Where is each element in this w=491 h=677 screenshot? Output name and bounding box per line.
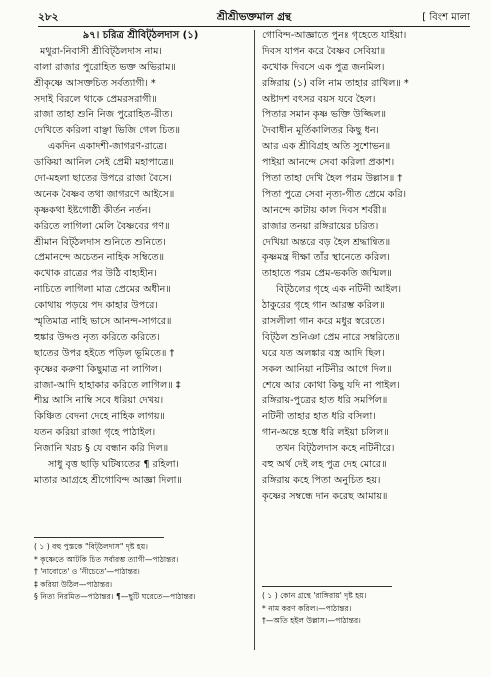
verse-line: শীঘ্র আসি নাম্বি সবে ধরিয়া দেখয়। (34, 395, 164, 407)
verse-line: অষ্টাদশ বৎসর বয়স যবে হৈল। (262, 93, 376, 105)
verse-line: ছাতের উপর হইতে পড়িল ভূমিতে॥ † (34, 347, 175, 359)
footnote: * কৃষ্ণেতে আটকি চিত সর্বারম্ভ ত্যাগী—পাঠান্তর। (34, 554, 179, 564)
footnote: †—অতি হইল উল্লাস।—পাঠান্তর। (262, 616, 361, 626)
verse-line: সকল আনিয়া নটিনীর আগে দিল॥ (262, 363, 392, 375)
verse-line: ঠাকুরের গৃহে গান আরম্ভ করিল॥ (262, 300, 385, 312)
verse-line: ঘরে যত অলঙ্কার বস্ত্র আদি ছিল। (262, 347, 385, 359)
verse-line: প্রেমানন্দে অচেতন নাহিক সম্বিতে॥ (34, 252, 165, 264)
verse-line: শ্রীমান বিট্‌ঠলদাস শুনিতে শুনিতে। (34, 236, 166, 248)
verse-line: গোবিন্দ-আজ্ঞাতে পুনঃ গৃহেতে যাইয়া। (262, 30, 407, 41)
verse-line: পিতা পুত্রে সেবা নৃত্য-গীত প্রেমে করি। (262, 188, 407, 200)
verse-line: রঙ্গিরায় (১) বলি নাম তাহার রাখিল॥ * (262, 77, 409, 89)
verse-line: রাজা-আদি হাহাকার করিতে লাগিল॥ ‡ (34, 379, 181, 391)
footnote-rule-right (262, 586, 392, 587)
left-column (34, 28, 247, 489)
footnote: § নিত্য নিরমিত—পাঠান্তর। ¶—ছুটি ঘরেতে—পাঠান্তর। (34, 592, 196, 602)
verse-line: রাসলীলা গান করে মধুর স্বরেতে। (262, 316, 385, 328)
verse-line: নটিনী তাহার হাত ধরি বসিলা। (262, 411, 376, 423)
footnote: ( ১ ) কোন গ্রন্থে 'রাঙ্গিরায়' দৃষ্ট হয়। (262, 591, 367, 600)
verse-line: কৃষ্ণমন্ত্র দীক্ষা তাঁর স্থানেতে করিল। (262, 252, 390, 264)
verse-line: শ্রীকৃষ্ণে আসক্তচিত সর্বত্যাগী। * (34, 77, 156, 89)
verse-line: কিঞ্চিত বেদনা দেহে নাহিক লাগয়॥ (34, 411, 165, 423)
footnotes-left (34, 541, 250, 604)
verse-line: তাহাতে পরম প্রেম-ভকতি জন্মিল॥ (262, 268, 392, 280)
section-label: [ বিংশ মালা (422, 12, 470, 23)
verse-line: সাধু বৃত্ত ছাড়ি ঘটিষ্যতের ¶ রহিলা। (48, 459, 179, 471)
verse-line: যতন করিয়া রাজা গৃহে পাঠাইল। (34, 427, 156, 439)
verse-line: দেখিয়া অন্তরে বড় হৈল শ্রদ্ধান্বিত॥ (262, 236, 391, 248)
verse-line: রাজা তাহা শুনি নিজ পুরোহিত-রীত। (34, 109, 173, 121)
verse-line: শেষে আর কোথা কিছু যদি না পাইল। (262, 379, 400, 391)
verse-line: রাজার তনয়া রঙ্গিরায়ের চরিত। (262, 220, 379, 232)
verse-line: মাতার আগ্রহে শ্রীগোবিন্দ আজ্ঞা দিলা॥ (34, 474, 182, 486)
chapter-heading: ৯৭। চরিত্র শ্রীবিট্‌ঠলদাস (১) (82, 30, 199, 41)
verse-line: আর এক শ্রীবিগ্রহ অতি সুশোভন॥ (262, 141, 391, 153)
verse-line: সদাই বিরলে থাকে প্রেমরসরাগী॥ (34, 93, 157, 105)
verse-line: অনেক বৈষ্ণব তথা জাগরণে আইসে॥ (34, 188, 175, 200)
footnote: † 'নাবোতে' ও 'নীচেতে'—পাঠান্তর। (34, 567, 140, 577)
column-divider (254, 30, 255, 650)
verse-line: কৃষ্ণকথা ইষ্টগোষ্ঠী কীর্তন নর্তন। (34, 204, 152, 216)
verse-line: গান-অন্তে হস্তে ধরি লইয়া চলিল॥ (262, 427, 389, 439)
verse-line: বিট্‌ঠল শুনিঞা প্রেম নারে সম্বরিতে॥ (262, 331, 400, 343)
verse-line: দেখিতে করিলা বাঞ্ছা ভিজি গেল চিত॥ (34, 125, 181, 137)
verse-line: কখোক দিবসে এক পুত্র জনমিল। (262, 61, 385, 73)
verse-line: মথুরা-নিবাসী শ্রীবিট্‌ঠলদাস নাম। (40, 45, 162, 57)
footnote: * নাম করণ করিল।—পাঠান্তর। (262, 603, 352, 613)
verse-line: কোথায় পড়য়ে পদ কাহার উপরে। (34, 300, 158, 312)
footnote: ‡ করিয়া উঠিল—পাঠান্তর। (34, 579, 113, 589)
verse-line: নিজানি খরচ § যে বন্ধান করি দিল॥ (34, 443, 169, 455)
verse-line: পিতার সমান কৃষ্ণ ভক্তি উজ্জিল॥ (262, 109, 387, 121)
footnote: ( ১ ) বহু পুস্তকে "বিট্‌ঠলদাস" দৃষ্ট হয়। (34, 542, 148, 551)
book-title: শ্রীশ্রীভক্তমাল গ্রন্থ (216, 11, 292, 23)
verse-line: দো-মহলা ছাতের উপরে রাজা বৈসে। (34, 173, 172, 185)
verse-line: হুঙ্কার উদ্দণ্ড নৃত্য করিতে করিতে। (34, 331, 160, 343)
verse-line: দৈবাধীন মূর্তিকালিতর কিছু ধন। (262, 125, 379, 137)
footnotes-right (262, 590, 474, 628)
footnote-rule-left (34, 537, 164, 538)
verse-line: কৃষ্ণের সম্বন্ধে দান করেছ আমায়॥ (262, 490, 388, 502)
verse-line: বিট্‌ঠলের গৃহে এক নটিনী আইল। (276, 284, 402, 296)
verse-line: কৃষ্ণের করুণা কিছুমাত্র না লাগিল। (34, 363, 162, 375)
page-header (38, 8, 470, 27)
verse-line: রঙ্গিরায় কহে পিতা অনুচিত হয়। (262, 474, 381, 486)
verse-line: কখোক রাত্রের পর উঠি বাহ্যহীন। (34, 268, 157, 280)
page-number: ২৮২ (38, 11, 59, 23)
verse-line: করিতে লাগিলা মেলি বৈষ্ণবের গণ॥ (34, 220, 170, 232)
verse-line: বালা রাজার পুরোহিত ভক্ত অভিরাম॥ (34, 61, 176, 73)
verse-line: রঙ্গিরায়-পুত্রের হাত ধরি সমর্পিল॥ (262, 395, 388, 407)
right-column (262, 28, 474, 505)
verse-line: বহু অর্থ দেই লহ পুত্র দেহ মোরে॥ (262, 459, 387, 471)
verse-line: পিতা তাহা দেখি হৈল পরম উল্লাস॥ † (262, 173, 403, 185)
verse-line: আনন্দে কাটায় কাল দিবস শর্বরী॥ (262, 204, 387, 216)
verse-line: একদিন একাদশী-জাগরণ-রাত্রে। (48, 141, 167, 153)
verse-line: নাচিতে লাগিলা মাত্র প্রেমের অধীন॥ (34, 284, 171, 296)
verse-line: ডাকিয়া আনিল সেই প্রেমী মহাপাত্রে॥ (34, 157, 174, 169)
verse-line: স্মৃতিমাত্র নাহি ভাসে আনন্দ-সাগরে॥ (34, 316, 172, 328)
verse-line: তখন বিট্‌ঠলদাস কহে নটিনীরে। (276, 443, 395, 455)
verse-line: দিবস যাপন করে বৈষ্ণব সেবিয়া॥ (262, 45, 386, 57)
verse-line: পাইয়া আনন্দে সেবা করিলা প্রকাশ। (262, 157, 395, 169)
